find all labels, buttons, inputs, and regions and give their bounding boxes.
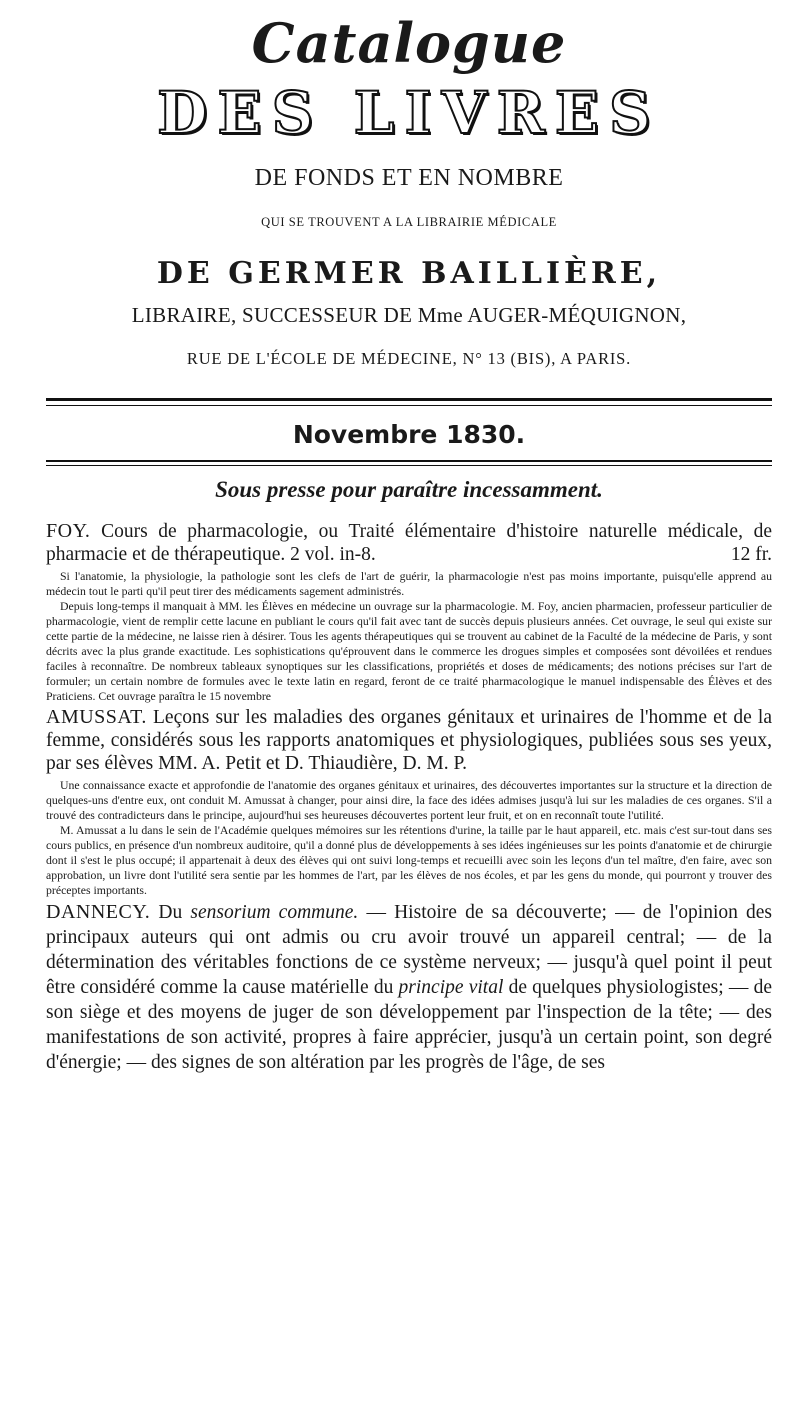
entry-paragraph: M. Amussat a lu dans le sein de l'Académie quelques mémoires sur les rétentions d'urine, la taille par le haut appareil, etc. mais c'est sur-tout dans ses cours publics, en présence d'un nombreux auditoire, qu'il a donné plus de développements à ses idées ingénieuses sur les points d'anatomie et de chirurgie dont il s'est le plus occupé; il appartenait à deux des élèves qui ont suivi long-temps et recueilli avec soin les leçons d'un tel maître, d'en faire, avec son approbation, un livre dont l'utilité sera sentie par les hommes de l'art, par les élèves de nos écoles, et par les gens du monde, qui pourront y trouver des préceptes importants. <box>46 823 772 897</box>
entry-heading <box>46 900 772 1075</box>
catalogue-heading: Catalogue <box>251 11 567 75</box>
fonds-subheading: DE FONDS ET EN NOMBRE <box>254 165 564 191</box>
date-line: Novembre 1830. <box>292 420 526 449</box>
entry-heading <box>46 706 772 775</box>
publisher-successor: LIBRAIRE, SUCCESSEUR DE Mme AUGER-MÉQUIGNON, <box>131 303 687 327</box>
publisher-address: RUE DE L'ÉCOLE DE MÉDECINE, N° 13 (BIS), A PARIS. <box>186 349 632 368</box>
entry-title-italic: principe vital <box>398 977 504 998</box>
entry-title: Leçons sur les maladies des organes génitaux et urinaires de l'homme et de la femme, considérés sous les rapports anatomiques et physiologiques, publiées sous ses yeux, par ses élèves MM. A. Petit et D. Thiaudière, D. M. P. <box>46 707 772 774</box>
entry-foy <box>46 520 772 704</box>
entry-paragraph: Si l'anatomie, la physiologie, la pathologie sont les clefs de l'art de guérir, la pharmacologie n'est pas moins importante, puisqu'elle apprend au médecin tout le parti qu'il peut tirer des médicaments sagement administrés. <box>46 569 772 598</box>
entry-author: DANNECY. <box>46 901 151 923</box>
entry-description <box>46 569 772 704</box>
entry-heading <box>46 520 772 566</box>
entry-amussat <box>46 706 772 898</box>
entry-title-italic: sensorium commune. <box>190 902 359 923</box>
publisher-name: DE GERMER BAILLIÈRE, <box>156 256 662 291</box>
middle-rule <box>46 460 772 466</box>
entry-title-part: — Histoire de sa découverte; — de l'opinion des principaux auteurs qui ont admis ou cru avoir trouvé un appareil central; — de la détermination des véritables fonctions de ce système nerveux; — jusqu'à quel point il peut être considéré comme la cause matérielle du <box>46 902 773 998</box>
qui-line: QUI SE TROUVENT A LA LIBRAIRIE MÉDICALE <box>261 215 557 229</box>
entry-title-part: Du <box>158 902 191 923</box>
top-rule <box>46 398 772 406</box>
entry-dannecy <box>46 900 772 1075</box>
entry-description <box>46 778 772 898</box>
entry-title: Cours de pharmacologie, ou Traité élémentaire d'histoire naturelle médicale, de pharmacie et de thérapeutique. 2 vol. in-8. <box>46 521 772 565</box>
entry-author: FOY. <box>46 520 91 542</box>
entry-paragraph: Une connaissance exacte et approfondie de l'anatomie des organes génitaux et urinaires, des découvertes importantes sur la structure et la direction de quelques-uns d'entre eux, ont conduit M. Amussat à changer, pour ainsi dire, la face des idées admises jusqu'à lui sur les maladies de ces organes. S'il a trouvé des contradicteurs dans le principe, aujourd'hui ses heureuses découvertes portent leur fruit, et on en reconnaît toute l'utilité. <box>46 778 772 822</box>
entry-paragraph: Depuis long-temps il manquait à MM. les Élèves en médecine un ouvrage sur la pharmacologie. M. Foy, ancien pharmacien, professeur particulier de pharmacologie, vient de remplir cette lacune en publiant le cours qu'il fait avec tant de succès depuis plusieurs années. Cet ouvrage, le seul qui existe sur cette partie de la médecine, ne laisse rien à désirer. Tous les agents thérapeutiques qui se trouvent au cabinet de la Faculté de la médecine de Paris, y sont décrits avec la plus grande exactitude. Les sophistications qu'éprouvent dans le commerce les drogues simples et composées sont dévoilées et rendues faciles à reconnaître. De nombreux tableaux synoptiques sur les classifications, propriétés et doses de médicaments; des notions précises sur l'art de formuler; un certain nombre de formules avec le texte latin en regard, feront de ce traité pharmacologique le manuel indispensable des Élèves et des Praticiens. Cet ouvrage paraîtra le 15 novembre <box>46 599 772 703</box>
section-title: Sous presse pour paraître incessamment. <box>215 477 603 502</box>
entry-author: AMUSSAT. <box>46 706 147 728</box>
entry-title-part: de quelques physiologistes; — de son siège et des moyens de juger de son développement par l'inspection de la tête; — des manifestations de son activité, propres à faire apprécier, jusqu'à un certain point, son degré d'énergie; — des signes de son altération par les progrès de l'âge, de ses <box>46 977 772 1073</box>
des-livres-heading: DES LIVRES <box>157 79 661 147</box>
entry-price: 12 fr. <box>730 544 772 565</box>
